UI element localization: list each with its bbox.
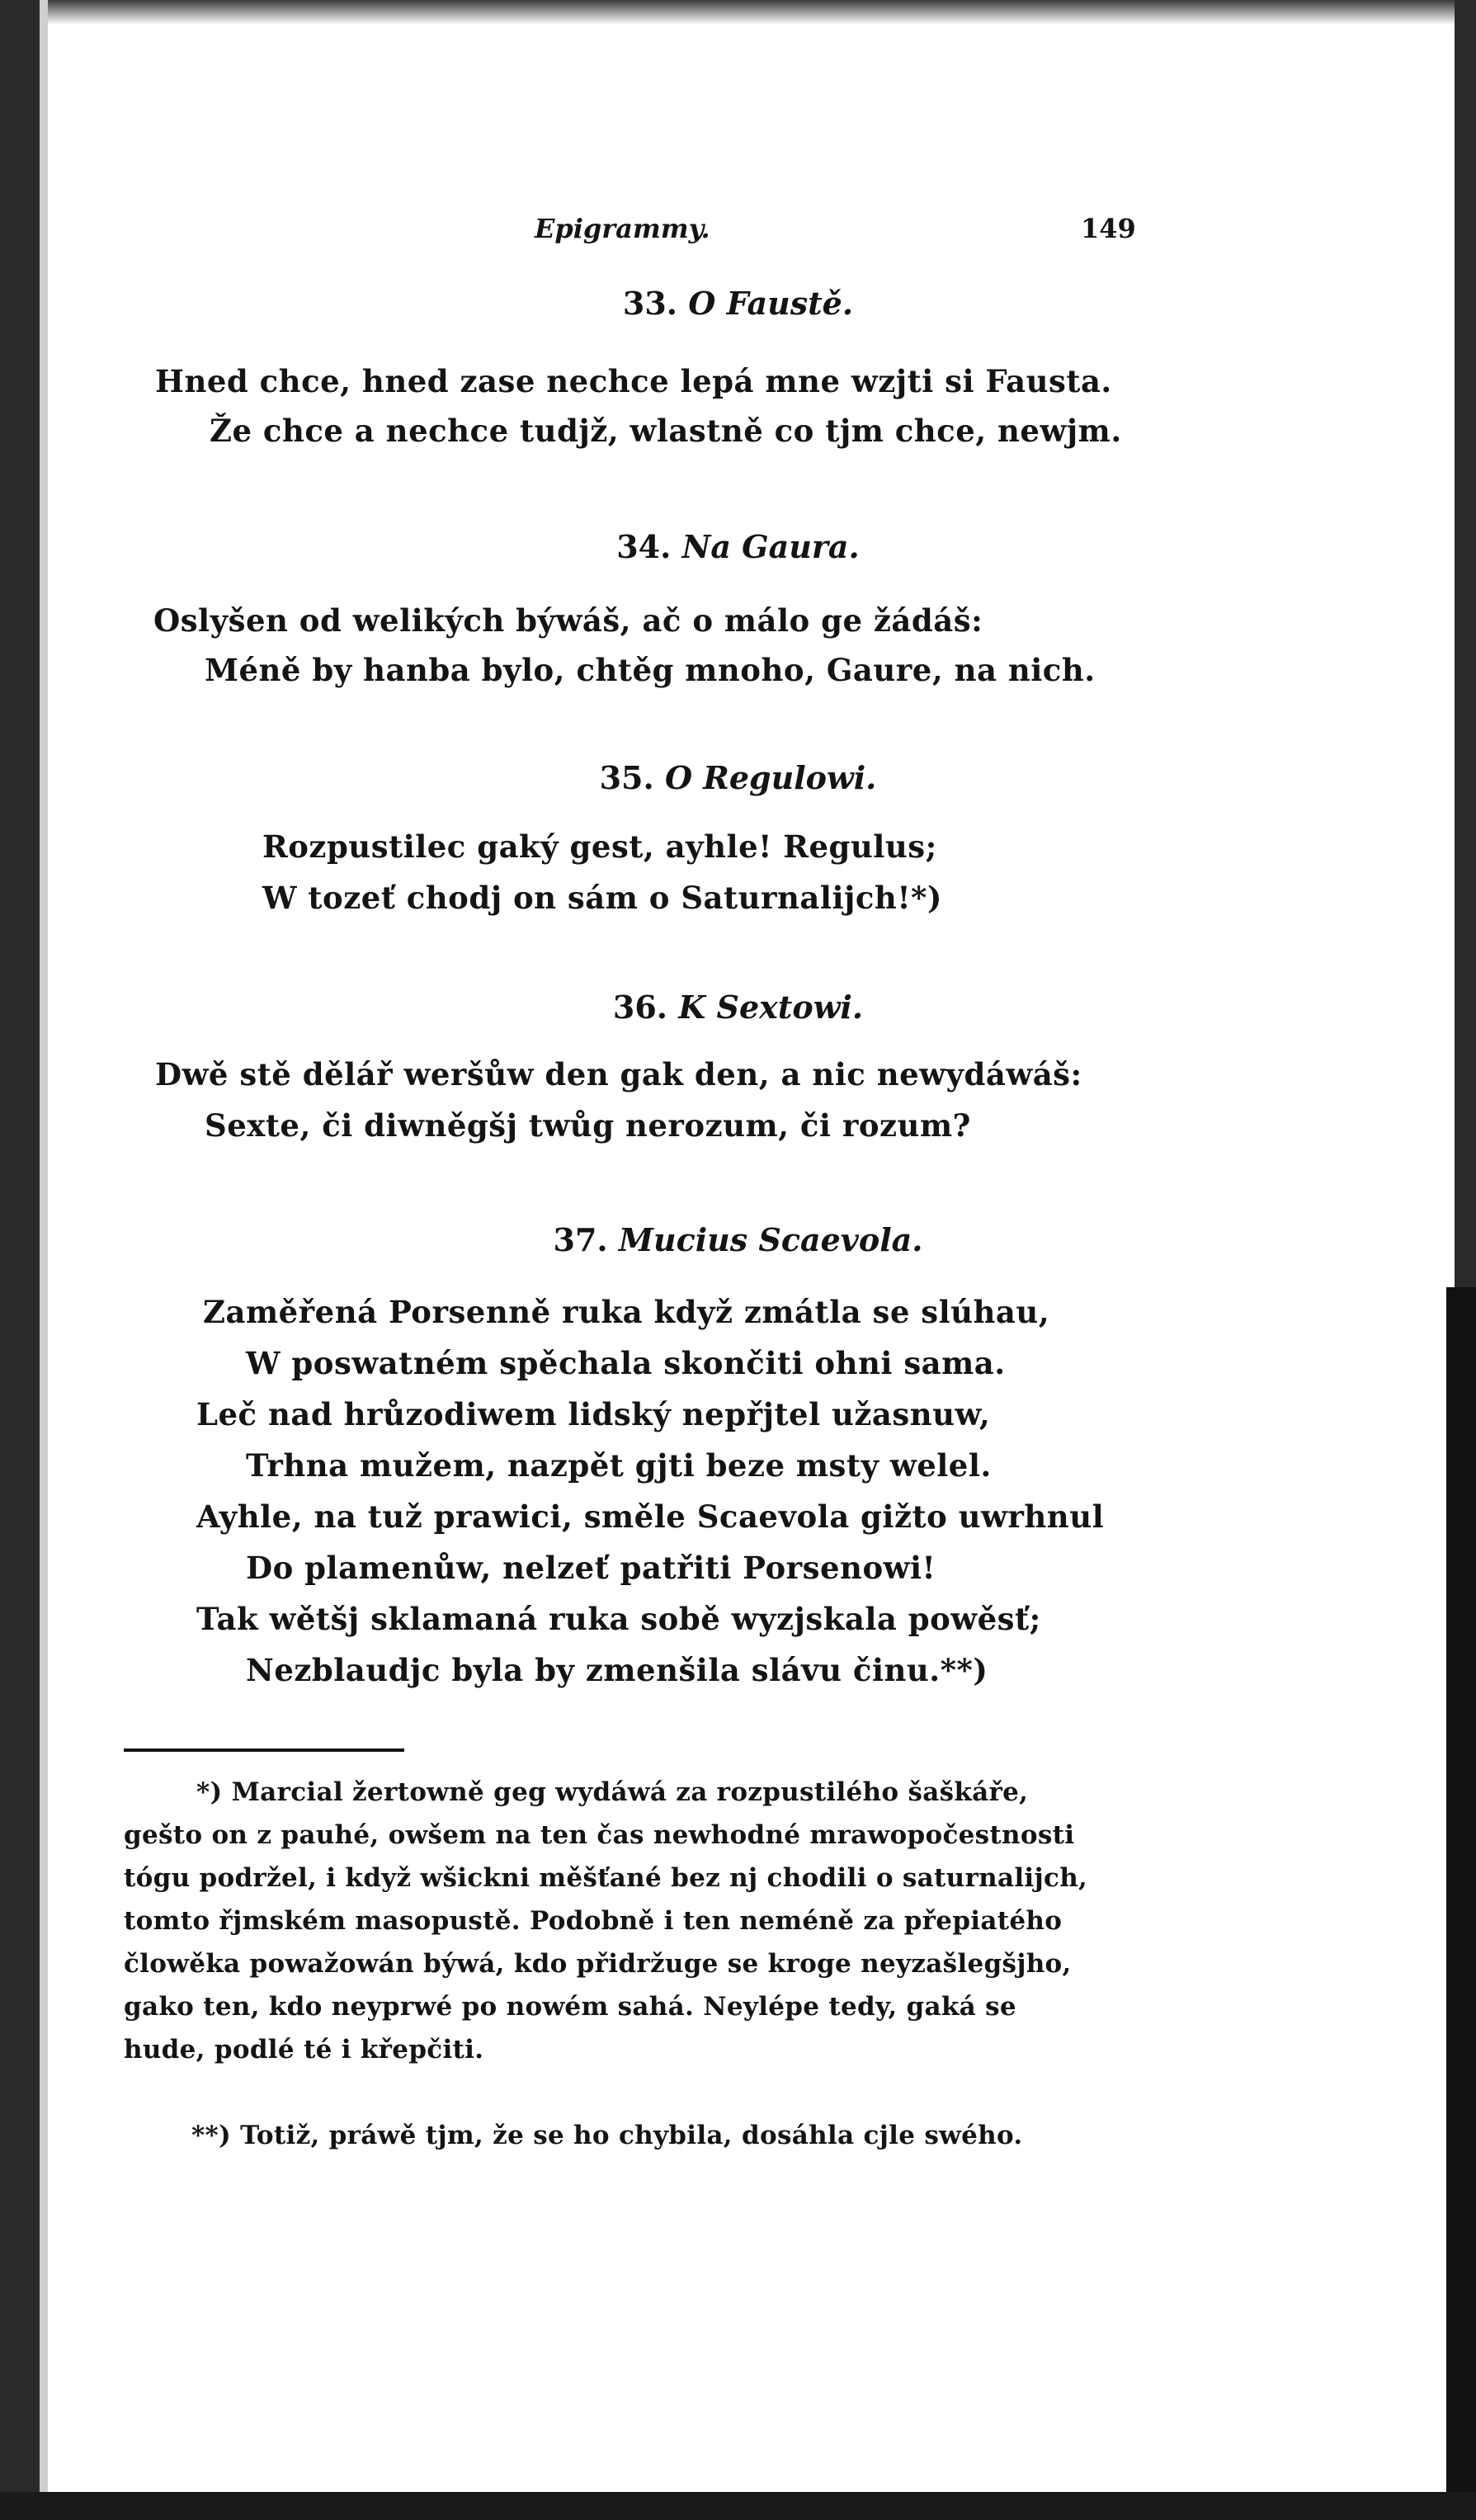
poem-title: 34. Na Gaura. bbox=[616, 528, 860, 565]
footnote-line: *) Marcial žertowně geg wydáwá za rozpustilého šaškáře, bbox=[196, 1777, 1029, 1807]
poem-title: 35. O Regulowi. bbox=[599, 759, 877, 796]
poem-title: 33. O Faustě. bbox=[622, 285, 854, 322]
verse-line: Že chce a nechce tudjž, wlastně co tjm chce, newjm. bbox=[210, 413, 1122, 449]
footnote-line: gako ten, kdo neyprwé po nowém sahá. Neylépe tedy, gaká se bbox=[124, 1992, 1016, 2022]
verse-line: W tozeť chodj on sám o Saturnalijch!*) bbox=[262, 880, 942, 916]
footnote-line: **) Totiž, práwě tjm, že se ho chybila, dosáhla cjle swého. bbox=[191, 2121, 1023, 2150]
footnote-line: člowěka powažowán býwá, kdo přidržuge se kroge neyzašlegšjho, bbox=[124, 1949, 1072, 1979]
verse-line: Sexte, či diwněgšj twůg nerozum, či rozum? bbox=[205, 1107, 971, 1144]
footnote-line: gešto on z pauhé, owšem na ten čas newhodné mrawopočestnosti bbox=[124, 1820, 1075, 1850]
verse-line: Méně by hanba bylo, chtěg mnoho, Gaure, na nich. bbox=[205, 652, 1096, 688]
verse-line: Ayhle, na tuž prawici, směle Scaevola gižto uwrhnul bbox=[196, 1498, 1105, 1535]
verse-line: Nezblaudjc byla by zmenšila slávu činu.**) bbox=[246, 1652, 988, 1688]
verse-line: Leč nad hrůzodiwem lidský nepřjtel užasnuw, bbox=[196, 1396, 991, 1432]
verse-line: Hned chce, hned zase nechce lepá mne wzjti si Fausta. bbox=[155, 363, 1112, 399]
poem-title: 37. Mucius Scaevola. bbox=[553, 1221, 923, 1258]
footnote-line: tógu podržel, i když wšickni měšťané bez nj chodili o saturnalijch, bbox=[124, 1863, 1088, 1893]
running-title: Epigrammy. bbox=[535, 213, 710, 244]
footnote-line: tomto řjmském masopustě. Podobně i ten neméně za přepiatého bbox=[124, 1906, 1063, 1936]
verse-line: Oslyšen od welikých býwáš, ač o málo ge žádáš: bbox=[153, 602, 983, 639]
verse-line: W poswatném spěchala skončiti ohni sama. bbox=[246, 1345, 1006, 1381]
verse-line: Do plamenůw, nelzeť patřiti Porsenowi! bbox=[246, 1550, 936, 1586]
verse-line: Trhna mužem, nazpět gjti beze msty welel. bbox=[246, 1447, 992, 1484]
footnote-line: hude, podlé té i křepčiti. bbox=[124, 2035, 484, 2065]
verse-line: Dwě stě dělář weršůw den gak den, a nic newydáwáš: bbox=[155, 1056, 1082, 1092]
verse-line: Zaměřená Porsenně ruka když zmátla se slúhau, bbox=[203, 1294, 1050, 1330]
footnote-rule bbox=[124, 1748, 404, 1752]
verse-line: Tak wětšj sklamaná ruka sobě wyzjskala powěsť; bbox=[196, 1601, 1041, 1637]
poem-title: 36. K Sextowi. bbox=[612, 989, 864, 1026]
page-number: 149 bbox=[1081, 213, 1136, 244]
verse-line: Rozpustilec gaký gest, ayhle! Regulus; bbox=[262, 828, 937, 865]
